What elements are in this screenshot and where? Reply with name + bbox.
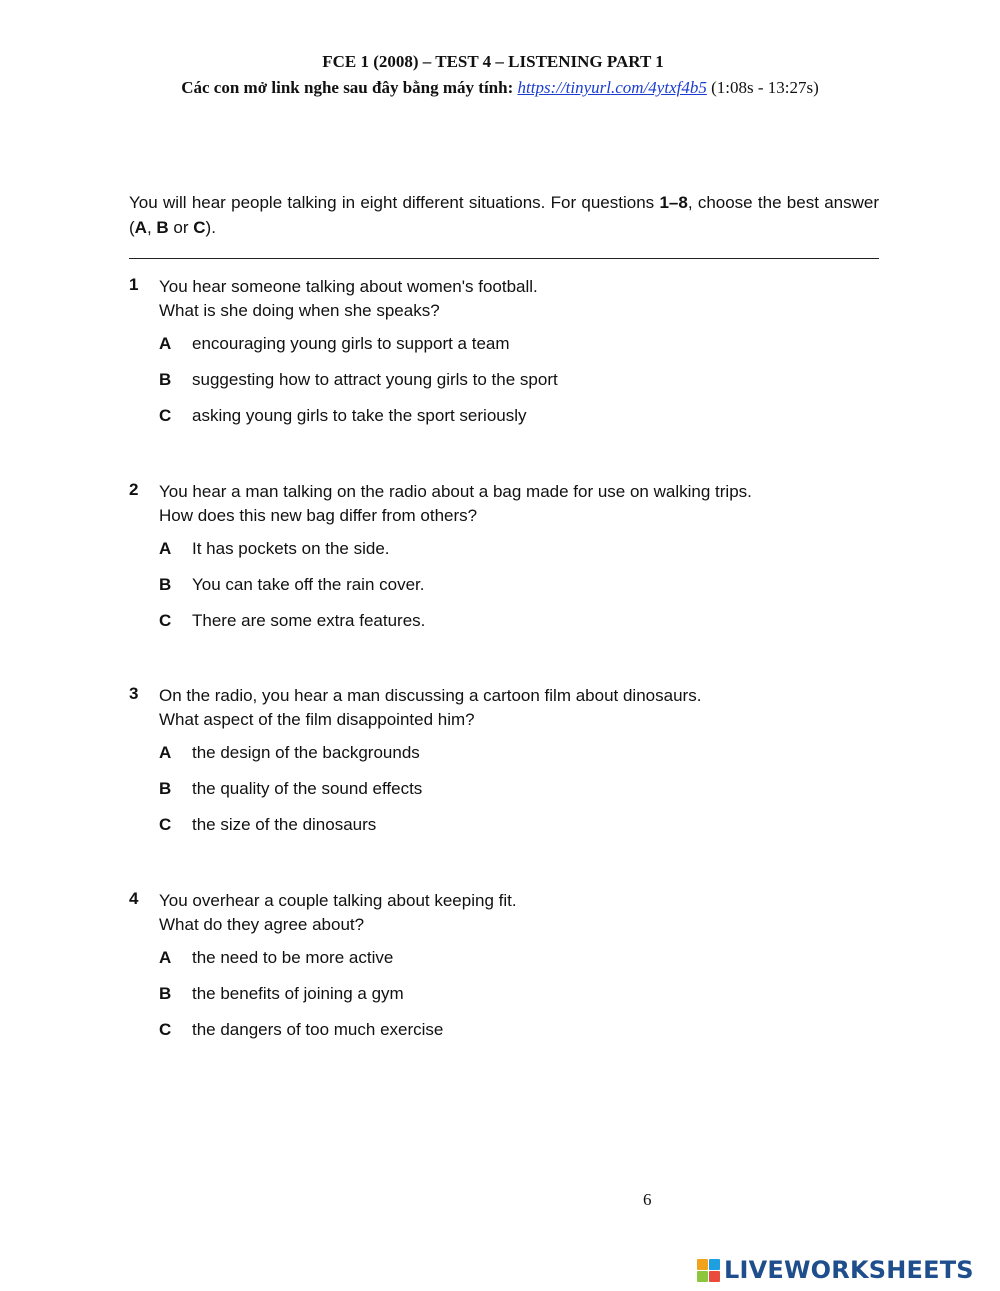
option-letter: B bbox=[159, 575, 172, 594]
option-letter: B bbox=[159, 779, 172, 798]
document-title: FCE 1 (2008) – TEST 4 – LISTENING PART 1 bbox=[322, 52, 664, 71]
logo-tile-l bbox=[697, 1259, 708, 1270]
intro-option-a: A bbox=[134, 218, 147, 237]
question-prompt bbox=[159, 684, 701, 732]
option-b[interactable] bbox=[159, 370, 889, 406]
question-number: 4 bbox=[129, 889, 139, 908]
answer-options bbox=[129, 539, 889, 647]
option-letter: C bbox=[159, 611, 172, 630]
page-number: 6 bbox=[643, 1190, 652, 1209]
time-range: (1:08s - 13:27s) bbox=[711, 78, 819, 97]
question-4 bbox=[129, 889, 889, 1056]
intro-option-c: C bbox=[193, 218, 206, 237]
option-a[interactable] bbox=[159, 948, 889, 984]
brand-name: LIVEWORKSHEETS bbox=[724, 1256, 974, 1284]
option-letter: C bbox=[159, 406, 172, 425]
option-letter: C bbox=[159, 815, 172, 834]
option-c[interactable] bbox=[159, 815, 889, 851]
question-3 bbox=[129, 684, 889, 851]
option-text: the quality of the sound effects bbox=[192, 779, 423, 798]
question-context: You hear a man talking on the radio about a bag made for use on walking trips. bbox=[159, 482, 752, 501]
option-text: You can take off the rain cover. bbox=[192, 575, 425, 594]
option-b[interactable] bbox=[159, 575, 889, 611]
divider-line bbox=[129, 258, 879, 259]
intro-option-b: B bbox=[156, 218, 169, 237]
question-stem: What is she doing when she speaks? bbox=[159, 301, 440, 320]
option-a[interactable] bbox=[159, 334, 889, 370]
option-letter: A bbox=[159, 948, 172, 967]
option-c[interactable] bbox=[159, 406, 889, 442]
intro-separator: , bbox=[146, 218, 157, 237]
option-c[interactable] bbox=[159, 1020, 889, 1056]
answer-options bbox=[129, 948, 889, 1056]
option-text: encouraging young girls to support a team bbox=[192, 334, 510, 353]
option-b[interactable] bbox=[159, 984, 889, 1020]
intro-text: ). bbox=[205, 218, 216, 237]
option-letter: A bbox=[159, 743, 172, 762]
intro-separator: or bbox=[168, 218, 194, 237]
answer-options bbox=[129, 334, 889, 442]
option-letter: C bbox=[159, 1020, 172, 1039]
question-context: You hear someone talking about women's football. bbox=[159, 277, 538, 296]
option-letter: B bbox=[159, 370, 172, 389]
option-text: the dangers of too much exercise bbox=[192, 1020, 444, 1039]
option-text: the size of the dinosaurs bbox=[192, 815, 377, 834]
liveworksheets-logo-icon bbox=[697, 1259, 720, 1282]
question-prompt bbox=[159, 889, 517, 937]
question-number: 2 bbox=[129, 480, 139, 499]
question-stem: What do they agree about? bbox=[159, 915, 365, 934]
option-letter: A bbox=[159, 539, 172, 558]
intro-text: , choose the best answer ( bbox=[129, 193, 879, 237]
logo-tile-i bbox=[709, 1259, 720, 1270]
question-range: 1–8 bbox=[659, 193, 688, 212]
option-text: the design of the backgrounds bbox=[192, 743, 420, 762]
option-c[interactable] bbox=[159, 611, 889, 647]
instruction-text: Các con mở link nghe sau đây bằng máy tính: bbox=[181, 78, 514, 97]
option-a[interactable] bbox=[159, 743, 889, 779]
intro-text: You will hear people talking in eight different situations. For questions bbox=[129, 193, 660, 212]
document-header bbox=[0, 50, 1000, 100]
question-stem: How does this new bag differ from others? bbox=[159, 506, 478, 525]
option-text: There are some extra features. bbox=[192, 611, 426, 630]
logo-tile-e bbox=[709, 1271, 720, 1282]
option-letter: B bbox=[159, 984, 172, 1003]
question-context: You overhear a couple talking about keeping fit. bbox=[159, 891, 517, 910]
question-1 bbox=[129, 275, 889, 442]
question-2 bbox=[129, 480, 889, 647]
option-b[interactable] bbox=[159, 779, 889, 815]
logo-tile-v bbox=[697, 1271, 708, 1282]
question-number: 1 bbox=[129, 275, 139, 294]
task-instructions bbox=[129, 190, 879, 240]
answer-options bbox=[129, 743, 889, 851]
question-prompt bbox=[159, 480, 752, 528]
listening-instruction bbox=[0, 76, 1000, 100]
question-context: On the radio, you hear a man discussing a cartoon film about dinosaurs. bbox=[159, 686, 702, 705]
question-prompt bbox=[159, 275, 538, 323]
option-letter: A bbox=[159, 334, 172, 353]
option-text: the benefits of joining a gym bbox=[192, 984, 404, 1003]
option-text: It has pockets on the side. bbox=[192, 539, 390, 558]
option-text: asking young girls to take the sport seriously bbox=[192, 406, 527, 425]
audio-link[interactable]: https://tinyurl.com/4ytxf4b5 bbox=[517, 78, 707, 97]
question-number: 3 bbox=[129, 684, 139, 703]
option-a[interactable] bbox=[159, 539, 889, 575]
option-text: suggesting how to attract young girls to the sport bbox=[192, 370, 558, 389]
question-stem: What aspect of the film disappointed him? bbox=[159, 710, 475, 729]
option-text: the need to be more active bbox=[192, 948, 394, 967]
liveworksheets-brand bbox=[697, 1256, 974, 1284]
